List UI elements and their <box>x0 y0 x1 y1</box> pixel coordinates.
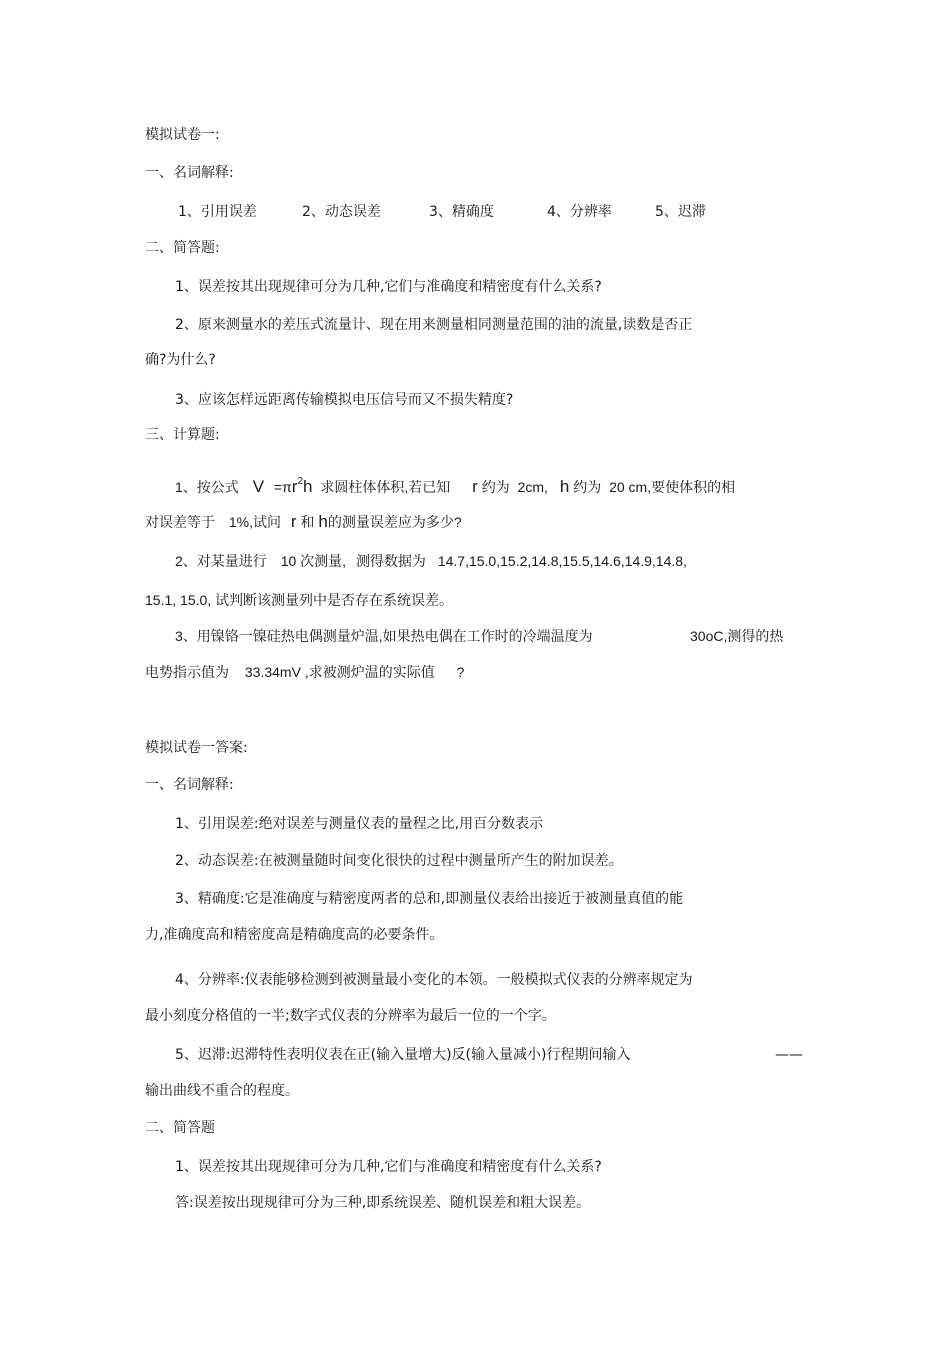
var-h: h <box>559 477 570 496</box>
exam-title: 模拟试卷一: <box>145 127 220 143</box>
formula-h: h <box>303 477 313 496</box>
calc-3-text: ,测得的热 <box>723 628 784 644</box>
question-1: 1、误差按其出现规律可分为几种,它们与准确度和精密度有什么关系? <box>175 279 602 295</box>
answers-heading-short: 二、简答题 <box>145 1120 215 1136</box>
answer-term-4-line1: 4、分辨率:仪表能够检测到被测量最小变化的本领。一般模拟式仪表的分辨率规定为 <box>175 972 693 988</box>
calc-3-line1 <box>175 626 593 646</box>
measure-data: 14.7,15.0,15.2,14.8,15.5,14.6,14.9,14.8, <box>437 553 687 569</box>
answer-term-3-line2: 力,准确度高和精密度高是精确度高的必要条件。 <box>145 927 444 943</box>
answer-term-5-line1: 5、迟滞:迟滞特性表明仪表在正(输入量增大)反(输入量减小)行程期间输入 <box>175 1047 631 1063</box>
answers-heading-terms: 一、名词解释: <box>145 777 234 793</box>
answers-title: 模拟试卷一答案: <box>145 740 248 756</box>
calc-1-text: 约为 <box>481 479 510 495</box>
question-mark: ? <box>456 664 465 680</box>
answer-term-5-line2: 输出曲线不重合的程度。 <box>145 1083 299 1099</box>
answer-1-text: 答:误差按出现规律可分为三种,即系统误差、随机误差和粗大误差。 <box>175 1195 591 1211</box>
question-2-line1: 2、原来测量水的差压式流量计、现在用来测量相同测量范围的油的流量,读数是否正 <box>175 317 693 333</box>
term-list <box>0 202 950 222</box>
calc-1-text: 求圆柱体体积,若已知 <box>320 479 451 495</box>
measure-count: 10 <box>280 553 297 569</box>
calc-1-line2 <box>145 512 462 532</box>
calc-1-text: ,试问 <box>249 514 282 530</box>
calc-3-temp <box>690 626 783 646</box>
var-h: h <box>318 512 328 531</box>
answer-term-1: 1、引用误差:绝对误差与测量仪表的量程之比,用百分数表示 <box>175 816 544 832</box>
var-r: r <box>290 512 297 531</box>
answer-term-5-dash: —— <box>775 1047 803 1063</box>
answer-question-1: 1、误差按其出现规律可分为几种,它们与准确度和精密度有什么关系? <box>175 1159 602 1175</box>
calc-2-text: 2、对某量进行 <box>175 553 267 569</box>
cold-junction-temp: 30oC <box>690 628 724 644</box>
answer-term-2: 2、动态误差:在被测量随时间变化很快的过程中测量所产生的附加误差。 <box>175 853 623 869</box>
calc-1-text: ,要使体积的相 <box>647 479 736 495</box>
calc-1-text: 对误差等于 <box>145 514 215 530</box>
calc-2-text: 测得数据为 <box>355 553 426 569</box>
h-value: 20 cm <box>609 479 648 495</box>
term-item: 5、迟滞 <box>655 204 706 220</box>
calc-1-line1 <box>175 472 735 497</box>
term-item: 1、引用误差 <box>178 204 257 220</box>
calc-1-text: 和 <box>300 514 315 530</box>
section-heading-short-answer: 二、简答题: <box>145 240 220 256</box>
section-heading-terms: 一、名词解释: <box>145 165 234 181</box>
calc-3-line2 <box>145 662 464 682</box>
calc-3-text: 3、用镍铬一镍硅热电偶测量炉温,如果热电偶在工作时的冷端温度为 <box>175 628 593 644</box>
calc-1-text: 约为 <box>573 479 602 495</box>
var-r: r <box>472 477 478 496</box>
formula-r: r <box>291 477 298 496</box>
answer-term-3-line1: 3、精确度:它是准确度与精密度两者的总和,即测量仪表给出接近于被测量真值的能 <box>175 891 684 907</box>
section-heading-calculation: 三、计算题: <box>145 427 220 443</box>
calc-3-text: ,求被测炉温的实际值 <box>304 664 435 680</box>
percent-value: 1% <box>228 514 250 530</box>
measure-data: 15.1, 15.0, <box>145 592 212 608</box>
question-3: 3、应该怎样远距离传输模拟电压信号而又不损失精度? <box>175 392 514 408</box>
term-item: 3、精确度 <box>429 204 494 220</box>
calc-2-line1 <box>175 551 687 571</box>
r-value: 2cm, <box>517 479 548 495</box>
term-item: 4、分辨率 <box>547 204 612 220</box>
term-item: 2、动态误差 <box>302 204 381 220</box>
calc-2-text: 试判断该测量列中是否存在系统误差。 <box>215 592 454 608</box>
calc-3-text: 电势指示值为 <box>145 664 229 680</box>
formula-pi: π <box>282 479 292 495</box>
formula-equals: = <box>273 479 283 495</box>
calc-1-lead: 1、按公式 <box>175 479 239 495</box>
formula-V: V <box>252 477 265 496</box>
emf-value: 33.34mV <box>244 664 301 680</box>
calc-2-line2 <box>145 590 453 610</box>
question-2-line2: 确?为什么? <box>145 352 216 368</box>
formula-exponent: 2 <box>297 476 304 487</box>
calc-2-text: 次测量, <box>300 553 347 569</box>
answer-term-4-line2: 最小刻度分格值的一半;数字式仪表的分辨率为最后一位的一个字。 <box>145 1008 556 1024</box>
calc-1-text: 的测量误差应为多少? <box>327 514 462 530</box>
